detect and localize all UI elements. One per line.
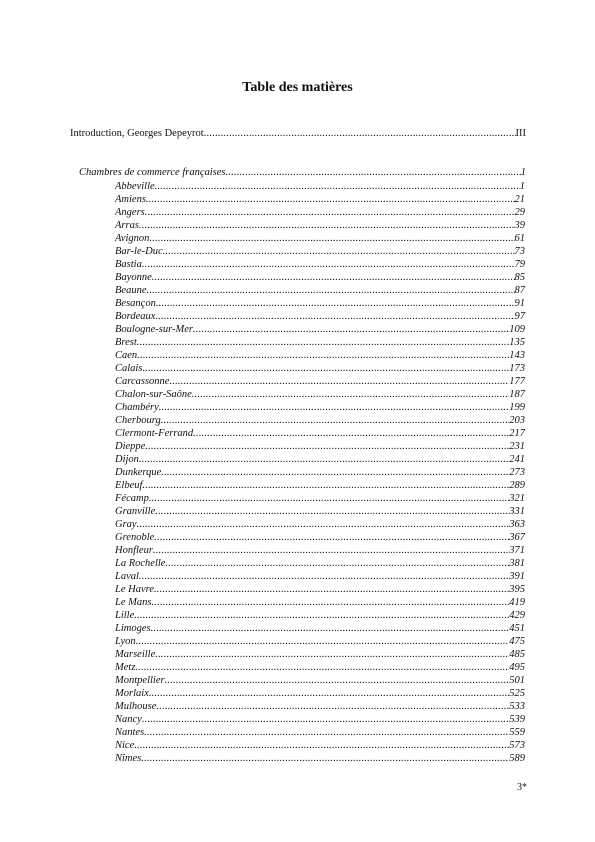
toc-entry[interactable] — [115, 687, 525, 700]
toc-entry-page: 87 — [514, 285, 525, 296]
dot-leader — [151, 622, 510, 635]
dot-leader — [155, 180, 520, 193]
toc-entry-label: Nîmes — [115, 753, 142, 764]
toc-entry-page: 501 — [509, 675, 525, 686]
toc-entry[interactable] — [115, 323, 525, 336]
toc-entry-label: Limoges — [115, 623, 151, 634]
toc-entry-label: La Rochelle — [115, 558, 166, 569]
toc-section-chambres[interactable] — [79, 166, 526, 179]
toc-entry-label: Nancy — [115, 714, 142, 725]
dot-leader — [193, 427, 509, 440]
dot-leader — [145, 440, 509, 453]
toc-entry[interactable] — [115, 622, 525, 635]
toc-entry[interactable] — [115, 635, 525, 648]
toc-entry-label: Dunkerque — [115, 467, 162, 478]
toc-entry-page: 91 — [514, 298, 525, 309]
toc-entry[interactable] — [115, 310, 525, 323]
toc-entry[interactable] — [115, 466, 525, 479]
toc-entry[interactable] — [115, 284, 525, 297]
toc-entry-label: Mulhouse — [115, 701, 157, 712]
toc-entry[interactable] — [115, 414, 525, 427]
toc-entry[interactable] — [115, 245, 525, 258]
toc-entry-page: 203 — [509, 415, 525, 426]
toc-entry[interactable] — [115, 206, 525, 219]
dot-leader — [169, 375, 509, 388]
dot-leader — [192, 388, 509, 401]
toc-entry-page: 589 — [509, 753, 525, 764]
dot-leader — [145, 206, 515, 219]
dot-leader — [154, 531, 509, 544]
dot-leader — [193, 323, 509, 336]
dot-leader — [155, 648, 509, 661]
toc-entry-label: Brest — [115, 337, 137, 348]
toc-entry[interactable] — [115, 648, 525, 661]
toc-entry[interactable] — [115, 401, 525, 414]
dot-leader — [139, 570, 509, 583]
toc-entry-label: Carcassonne — [115, 376, 170, 387]
dot-leader — [144, 726, 509, 739]
toc-entry-page: 39 — [514, 220, 525, 231]
toc-entry-page: 289 — [509, 480, 525, 491]
toc-entry-label: Clermont-Ferrand — [115, 428, 194, 439]
toc-entry-page: 231 — [509, 441, 525, 452]
toc-entry-page: 495 — [509, 662, 525, 673]
toc-entry[interactable] — [115, 674, 525, 687]
toc-entry-label: Chambéry — [115, 402, 159, 413]
toc-entry-page: 187 — [509, 389, 525, 400]
dot-leader — [137, 349, 509, 362]
toc-entry[interactable] — [115, 258, 525, 271]
toc-entry[interactable] — [115, 388, 525, 401]
toc-entry-page: 533 — [509, 701, 525, 712]
toc-entry[interactable] — [115, 297, 525, 310]
toc-entry-page: 199 — [509, 402, 525, 413]
dot-leader — [149, 232, 514, 245]
dot-leader — [149, 492, 509, 505]
toc-entry-label: Dijon — [115, 454, 139, 465]
toc-entry-page: 525 — [509, 688, 525, 699]
toc-entry-label: Metz — [115, 662, 136, 673]
toc-entry[interactable] — [115, 271, 525, 284]
toc-entry-label: Dieppe — [115, 441, 146, 452]
toc-entry[interactable] — [115, 596, 525, 609]
dot-leader — [161, 466, 509, 479]
dot-leader — [139, 219, 515, 232]
toc-entry-label: Introduction, Georges Depeyrot — [70, 128, 204, 139]
toc-entry[interactable] — [115, 492, 525, 505]
dot-leader — [152, 271, 515, 284]
toc-entry-page: 419 — [509, 597, 525, 608]
toc-entry-page: 367 — [509, 532, 525, 543]
toc-entry-label: Morlaix — [115, 688, 149, 699]
toc-entry-page: 173 — [509, 363, 525, 374]
toc-entry-label: Arras — [115, 220, 139, 231]
toc-entry-label: Abbeville — [115, 181, 155, 192]
toc-entry[interactable] — [115, 518, 525, 531]
toc-entry-label: Montpellier — [115, 675, 165, 686]
toc-entry[interactable] — [115, 180, 525, 193]
dot-leader — [156, 700, 509, 713]
toc-entry-label: Granville — [115, 506, 156, 517]
dot-leader — [134, 609, 509, 622]
dot-leader — [149, 687, 509, 700]
dot-leader — [155, 505, 509, 518]
toc-entry-page: 273 — [509, 467, 525, 478]
dot-leader — [156, 297, 515, 310]
toc-entry-label: Calais — [115, 363, 143, 374]
dot-leader — [137, 518, 510, 531]
toc-entry-page: 371 — [509, 545, 525, 556]
dot-leader — [163, 245, 515, 258]
toc-entry-page: 143 — [509, 350, 525, 361]
toc-entry-label: Bayonne — [115, 272, 152, 283]
dot-leader — [141, 752, 509, 765]
toc-entry-page: 29 — [514, 207, 525, 218]
toc-entry-label: Bastia — [115, 259, 142, 270]
toc-entry-label: Avignon — [115, 233, 150, 244]
toc-entry[interactable] — [115, 713, 525, 726]
toc-entry-label: Boulogne-sur-Mer — [115, 324, 193, 335]
toc-entry-label: Elbeuf — [115, 480, 143, 491]
toc-entry-label: Angers — [115, 207, 145, 218]
toc-entry[interactable] — [115, 661, 525, 674]
toc-entry[interactable] — [115, 362, 525, 375]
toc-entry-label: Cherbourg — [115, 415, 161, 426]
toc-entry-page: 475 — [509, 636, 525, 647]
toc-entry-label: Nantes — [115, 727, 145, 738]
toc-entry[interactable] — [115, 583, 525, 596]
toc-entry[interactable] — [115, 427, 525, 440]
toc-entry[interactable] — [115, 557, 525, 570]
toc-entry-label: Beaune — [115, 285, 147, 296]
toc-entry[interactable] — [115, 609, 525, 622]
toc-entry-label: Honfleur — [115, 545, 153, 556]
dot-leader — [137, 336, 509, 349]
toc-entry-label: Amiens — [115, 194, 146, 205]
dot-leader — [151, 596, 509, 609]
toc-entry[interactable] — [115, 336, 525, 349]
toc-entry-label: Gray — [115, 519, 137, 530]
dot-leader — [204, 127, 516, 140]
toc-entry-page: 21 — [514, 194, 525, 205]
toc-entry[interactable] — [115, 570, 525, 583]
toc-entry[interactable] — [115, 544, 525, 557]
toc-entry-page: 61 — [514, 233, 525, 244]
toc-entry-label: Grenoble — [115, 532, 155, 543]
toc-entry-label: Lyon — [115, 636, 136, 647]
toc-entry-page: 97 — [514, 311, 525, 322]
toc-entry-label: Bar-le-Duc — [115, 246, 163, 257]
dot-leader — [154, 583, 509, 596]
toc-entry[interactable] — [115, 479, 525, 492]
toc-section-label: Chambres de commerce françaises — [79, 167, 226, 178]
toc-entry-page: 391 — [509, 571, 525, 582]
dot-leader — [146, 193, 515, 206]
toc-entry[interactable] — [115, 219, 525, 232]
toc-entry-page: 559 — [509, 727, 525, 738]
toc-entry-label: Le Havre — [115, 584, 154, 595]
toc-entry[interactable] — [115, 453, 525, 466]
toc-entry[interactable] — [115, 349, 525, 362]
toc-entry[interactable] — [115, 531, 525, 544]
toc-entry-page: 73 — [514, 246, 525, 257]
toc-entry-label: Bordeaux — [115, 311, 156, 322]
toc-entry-label: Chalon-sur-Saône — [115, 389, 192, 400]
dot-leader — [136, 635, 510, 648]
toc-entry-page: 451 — [509, 623, 525, 634]
dot-leader — [142, 258, 515, 271]
toc-entry-page: 1 — [519, 181, 525, 192]
toc-entry-page: 321 — [509, 493, 525, 504]
toc-entry-list — [115, 180, 525, 765]
toc-entry-page: 85 — [514, 272, 525, 283]
toc-entry-label: Besançon — [115, 298, 156, 309]
dot-leader — [165, 557, 509, 570]
toc-entry[interactable] — [115, 440, 525, 453]
page-number: 3* — [517, 782, 527, 793]
dot-leader — [142, 479, 509, 492]
dot-leader — [139, 453, 509, 466]
toc-entry-page: 429 — [509, 610, 525, 621]
toc-entry-page: 79 — [514, 259, 525, 270]
toc-entry-label: Nice — [115, 740, 135, 751]
dot-leader — [153, 544, 509, 557]
toc-entry-label: Le Mans — [115, 597, 152, 608]
dot-leader — [135, 661, 509, 674]
toc-entry-introduction[interactable] — [70, 127, 526, 140]
dot-leader — [165, 674, 510, 687]
dot-leader — [147, 284, 515, 297]
dot-leader — [142, 713, 509, 726]
dot-leader — [142, 362, 509, 375]
toc-entry-page: 573 — [509, 740, 525, 751]
toc-entry-label: Fécamp — [115, 493, 149, 504]
dot-leader — [225, 166, 520, 179]
toc-section-page: 1 — [520, 167, 526, 178]
toc-entry-page: 217 — [509, 428, 525, 439]
toc-entry[interactable] — [115, 375, 525, 388]
toc-entry-page: 135 — [509, 337, 525, 348]
toc-entry-page: 241 — [509, 454, 525, 465]
toc-entry[interactable] — [115, 505, 525, 518]
toc-entry-label: Caen — [115, 350, 138, 361]
dot-leader — [161, 414, 510, 427]
toc-entry-page: 177 — [509, 376, 525, 387]
toc-entry-page: 331 — [509, 506, 525, 517]
dot-leader — [159, 401, 510, 414]
toc-entry-page: 363 — [509, 519, 525, 530]
toc-entry-page: III — [515, 128, 526, 139]
toc-entry[interactable] — [115, 232, 525, 245]
toc-entry-label: Lille — [115, 610, 135, 621]
dot-leader — [155, 310, 514, 323]
toc-entry[interactable] — [115, 752, 525, 765]
toc-entry-page: 395 — [509, 584, 525, 595]
toc-entry[interactable] — [115, 739, 525, 752]
toc-entry-label: Laval — [115, 571, 139, 582]
toc-entry-page: 485 — [509, 649, 525, 660]
toc-entry-label: Marseille — [115, 649, 156, 660]
toc-entry[interactable] — [115, 726, 525, 739]
toc-entry-page: 109 — [509, 324, 525, 335]
toc-entry[interactable] — [115, 193, 525, 206]
toc-entry[interactable] — [115, 700, 525, 713]
toc-entry-page: 381 — [509, 558, 525, 569]
toc-entry-page: 539 — [509, 714, 525, 725]
dot-leader — [134, 739, 509, 752]
page-title: Table des matières — [242, 80, 353, 95]
